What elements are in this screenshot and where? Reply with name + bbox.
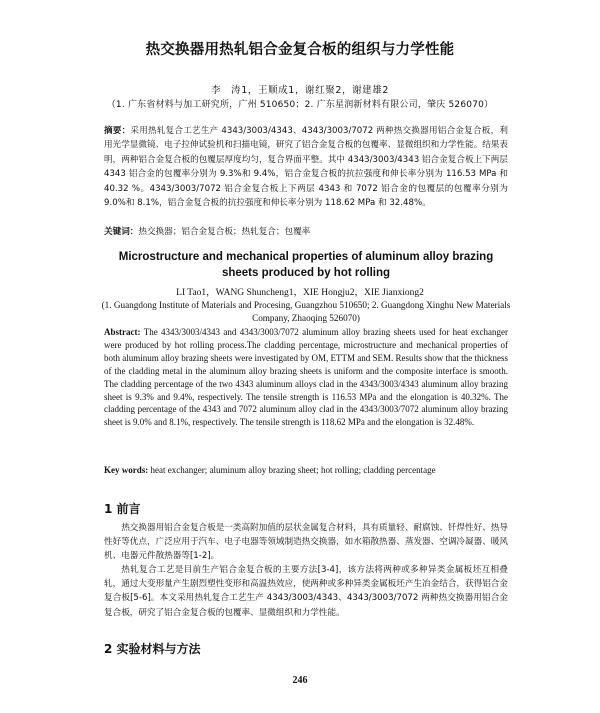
section-2-heading: 2 实验材料与方法 — [104, 642, 201, 656]
abstract-cn-text: 采用热轧复合工艺生产 4343/3003/4343、4343/3003/7072 两种热交换器用铝合金复合板，利用光学显微镜、电子拉伸试验机和扫描电镜，研究了铝合金复合板的包覆率、显微组织和力学性能。结果表明，两种铝合金复合板的包覆层厚度均匀，复合界面平整。其中 4343/3003/4343 铝合金复合板上下两层 4343 铝合金的包覆率分别为 9.3%和 9.4%，铝合金复合板的抗拉强度和伸长率分别为 116.53 MPa 和 40.32 %。4343/3003/7072 铝合金复合板上下两层 4343 和 7072 铝合金的包覆层的包覆率分别为 9.0%和 8.1%，铝合金复合板的抗拉强度和伸长率分别为 118.62 MPa 和 32.48%。 — [104, 126, 508, 209]
authors-en: LI Tao1，WANG Shuncheng1，XIE Hongju2，XIE Jianxiong2 — [176, 288, 424, 298]
authors-cn: 李 涛1，王顺成1，谢红聚2，谢建雄2 — [210, 85, 390, 96]
keywords-cn-text: 热交换器；铝合金复合板；热轧复合；包覆率 — [138, 227, 311, 237]
page-number: 246 — [292, 675, 308, 686]
abstract-en-text: The 4343/3003/4343 and 4343/3003/7072 aluminum alloy brazing sheets used for heat exchanger were produced by hot rolling process.The cladding percentage, microstructure and mechanical properties of both aluminum alloy brazing sheets were investigated by OM, ETTM and SEM. Results show that the thickness of the cladding metal in the aluminum alloy brazing sheets is uniform and the composite interface is smooth. The cladding percentage of the two 4343 aluminum alloys clad in the 4343/3003/4343 aluminum alloy brazing sheet is 9.3% and 9.4%, respectively. The tensile strength is 116.53 MPa and the elongation is 40.32%. The cladding percentage of the 4343 and 7072 aluminum alloy clad in the 4343/3003/7072 aluminum alloy brazing sheet is 9.0% and 8.1%, respectively. The tensile strength is 118.62 MPa and the elongation is 32.48%. — [104, 327, 509, 428]
abstract-cn-label: 摘要： — [104, 126, 131, 136]
affiliation-cn: （1. 广东省材料与加工研究所，广州 510650；2. 广东星润新材料有限公司，肇庆 526070） — [106, 100, 494, 110]
section-1-heading: 1 前言 — [104, 502, 141, 516]
section-1-paragraph-2: 热轧复合工艺是目前生产铝合金复合板的主要方法[3-4]，该方法将两种或多种异类金属板坯互相叠轧，通过大变形量产生剧烈塑性变形和高温热效应，使两种或多种异类金属板坯产生冶金结合，获得铝合金复合板[5-6]。本文采用热轧复合工艺生产 4343/3003/4343、4343/3003/7072 两种热交换器用铝合金复合板，研究了铝合金复合板的包覆率、显微组织和力学性能。 — [104, 565, 508, 618]
title-en: Microstructure and mechanical properties of aluminum alloy brazing sheets produced by hot rolling — [118, 251, 494, 279]
keywords-cn — [104, 225, 508, 237]
abstract-en — [104, 326, 508, 429]
keywords-en-label: Key words: — [104, 465, 149, 475]
abstract-en-label: Abstract: — [104, 327, 141, 337]
affiliation-en: (1. Guangdong Institute of Materials and Procesing, Guangzhou 510650; 2. Guangdong Xinghu New Materials Company, Zhaoqing 526070) — [101, 300, 511, 324]
keywords-en — [104, 465, 508, 475]
keywords-en-text: heat exchanger; aluminum alloy brazing sheet; hot rolling; cladding percentage — [150, 465, 436, 475]
keywords-cn-label: 关键词： — [104, 227, 139, 237]
title-cn: 热交换器用热轧铝合金复合板的组织与力学性能 — [145, 42, 455, 58]
section-1-paragraph-1: 热交换器用铝合金复合板是一类高附加值的层状金属复合材料，具有质量轻、耐腐蚀、钎焊性好、热导性好等优点，广泛应用于汽车、电子电器等领域制造热交换器，如水箱散热器、蒸发器、空调冷凝器、暖风机、电器元件散热器等[1-2]。 — [104, 523, 508, 562]
abstract-cn — [104, 124, 508, 210]
